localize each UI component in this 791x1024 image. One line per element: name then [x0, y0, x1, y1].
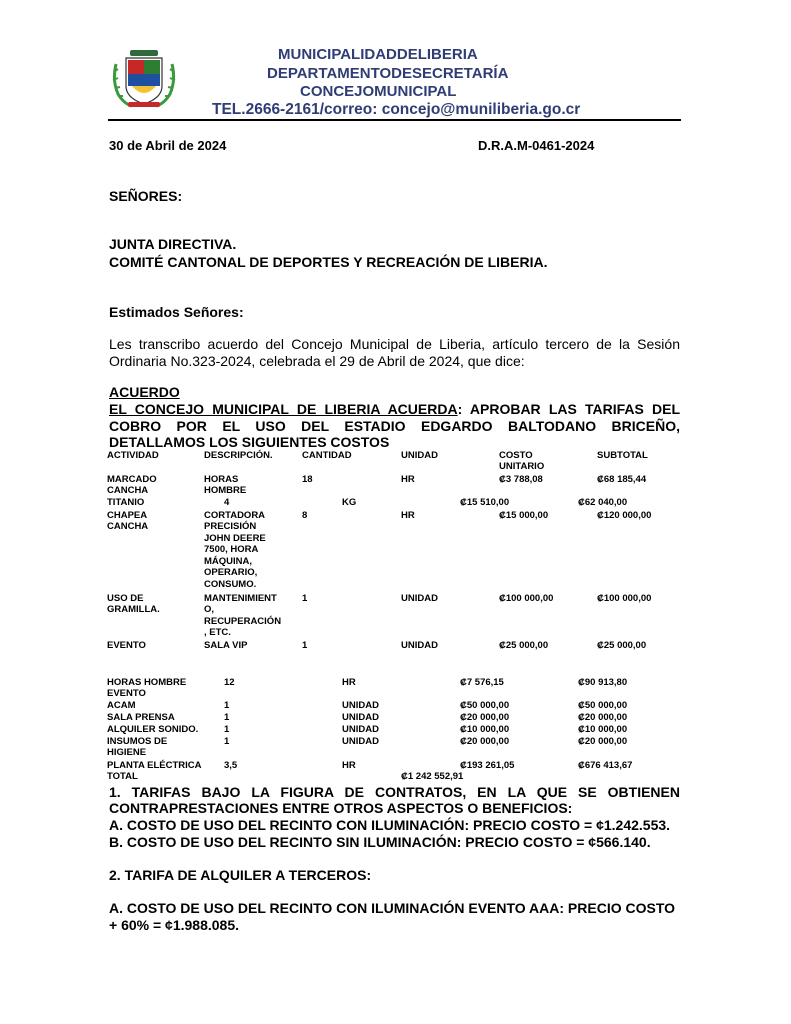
col-header-unidad: UNIDAD	[401, 450, 438, 461]
header-contact: TEL.2666-2161/correo: concejo@muniliberia.go.cr	[212, 101, 581, 118]
table-cell: CANCHA	[107, 485, 149, 496]
total-label: TOTAL	[107, 771, 138, 782]
table-cell: UNIDAD	[342, 700, 379, 711]
table-cell: HR	[401, 474, 415, 485]
table-cell: CANCHA	[107, 521, 149, 532]
col-header-unitario: UNITARIO	[499, 461, 545, 472]
agreement-line-3: DETALLAMOS LOS SIGUIENTES COSTOS	[109, 434, 390, 450]
table-cell: MANTENIMIENT	[204, 593, 277, 604]
table-cell: 1	[224, 724, 230, 735]
table-cell: ₡15 510,00	[460, 497, 510, 508]
intro-line-2: Ordinaria No.323-2024, celebrada el 29 de Abril de 2024, que dice:	[109, 353, 525, 369]
recipient-line-1: JUNTA DIRECTIVA.	[109, 236, 237, 252]
intro-line-1: Les transcribo acuerdo del Concejo Municipal de Liberia, artículo tercero de la Sesión	[109, 336, 680, 352]
header-institution: MUNICIPALIDADDELIBERIA	[278, 46, 478, 63]
table-cell: 3,5	[224, 760, 238, 771]
table-cell: HR	[401, 510, 415, 521]
col-header-actividad: ACTIVIDAD	[107, 450, 159, 461]
table-cell: ₡10 000,00	[578, 724, 628, 735]
table-cell: OPERARIO,	[204, 567, 258, 578]
table-cell: ₡676 413,67	[578, 760, 633, 771]
table-cell: 18	[302, 474, 313, 485]
table-cell: ₡10 000,00	[460, 724, 510, 735]
agreement-line-1-rest: : APROBAR LAS TARIFAS DEL	[457, 401, 680, 417]
table-cell: ₡25 000,00	[597, 640, 647, 651]
table-cell: 8	[302, 510, 308, 521]
table-cell: ₡193 261,05	[460, 760, 515, 771]
table-cell: ALQUILER SONIDO.	[107, 724, 199, 735]
table-cell: TITANIO	[107, 497, 145, 508]
agreement-heading: ACUERDO	[109, 384, 180, 400]
table-cell: PRECISIÓN	[204, 521, 257, 532]
table-cell: 1	[224, 712, 230, 723]
table-cell: HORAS	[204, 474, 239, 485]
header-council: CONCEJOMUNICIPAL	[300, 83, 457, 100]
table-cell: ₡90 913,80	[578, 677, 628, 688]
col-header-subtotal: SUBTOTAL	[597, 450, 648, 461]
document-date: 30 de Abril de 2024	[109, 138, 227, 153]
table-cell: 1	[302, 593, 308, 604]
table-cell: HORAS HOMBRE	[107, 677, 187, 688]
agreement-line-2: COBRO POR EL USO DEL ESTADIO EDGARDO BALTODANO BRICEÑO,	[109, 418, 680, 434]
document-reference: D.R.A.M-0461-2024	[478, 138, 595, 153]
table-cell: ₡20 000,00	[460, 736, 510, 747]
table-cell: ₡7 576,15	[460, 677, 504, 688]
table-cell: ₡50 000,00	[578, 700, 628, 711]
salutation: SEÑORES:	[109, 188, 183, 204]
table-cell: CHAPEA	[107, 510, 148, 521]
table-cell: ₡68 185,44	[597, 474, 647, 485]
table-cell: EVENTO	[107, 688, 146, 699]
table-cell: RECUPERACIÓN	[204, 616, 282, 627]
table-cell: UNIDAD	[342, 736, 379, 747]
table-cell: KG	[342, 497, 357, 508]
table-cell: ₡50 000,00	[460, 700, 510, 711]
table-cell: CONSUMO.	[204, 579, 257, 590]
header-department: DEPARTAMENTODESECRETARÍA	[267, 65, 509, 82]
table-cell: ₡3 788,08	[499, 474, 543, 485]
table-cell: 1	[302, 640, 308, 651]
table-cell: CORTADORA	[204, 510, 266, 521]
col-header-cantidad: CANTIDAD	[302, 450, 352, 461]
table-cell: HOMBRE	[204, 485, 247, 496]
header-rule	[108, 119, 681, 121]
recipient-line-2: COMITÉ CANTONAL DE DEPORTES Y RECREACIÓN DE LIBERIA.	[109, 254, 548, 270]
table-cell: EVENTO	[107, 640, 146, 651]
total-value: ₡1 242 552,91	[401, 771, 464, 782]
col-header-descripcion: DESCRIPCIÓN.	[204, 450, 273, 461]
tariff-2a-line-2: + 60% = ¢1.988.085.	[109, 917, 239, 933]
table-cell: UNIDAD	[401, 640, 438, 651]
table-cell: ₡20 000,00	[460, 712, 510, 723]
tariff-section-1-line-1: 1. TARIFAS BAJO LA FIGURA DE CONTRATOS, EN LA QUE SE OBTIENEN	[109, 784, 680, 800]
table-cell: GRAMILLA.	[107, 604, 160, 615]
table-cell: ₡100 000,00	[499, 593, 554, 604]
table-cell: USO DE	[107, 593, 144, 604]
table-cell: UNIDAD	[401, 593, 438, 604]
table-cell: ACAM	[107, 700, 136, 711]
table-cell: MÁQUINA,	[204, 556, 253, 567]
table-cell: ₡20 000,00	[578, 712, 628, 723]
table-cell: HIGIENE	[107, 747, 147, 758]
tariff-section-1-line-2: CONTRAPRESTACIONES ENTRE OTROS ASPECTOS O BENEFICIOS:	[109, 800, 573, 816]
table-cell: UNIDAD	[342, 724, 379, 735]
table-cell: MARCADO	[107, 474, 157, 485]
table-cell: JOHN DEERE	[204, 533, 266, 544]
table-cell: SALA PRENSA	[107, 712, 175, 723]
table-cell: 7500, HORA	[204, 544, 259, 555]
table-cell: INSUMOS DE	[107, 736, 168, 747]
table-cell: ₡25 000,00	[499, 640, 549, 651]
table-cell: HR	[342, 760, 356, 771]
municipal-logo	[110, 46, 178, 110]
table-cell: 4	[224, 497, 230, 508]
table-cell: ₡120 000,00	[597, 510, 652, 521]
tariff-1b: B. COSTO DE USO DEL RECINTO SIN ILUMINACIÓN: PRECIO COSTO = ¢566.140.	[109, 834, 651, 850]
table-cell: ₡20 000,00	[578, 736, 628, 747]
table-cell: PLANTA ELÉCTRICA	[107, 760, 202, 771]
table-cell: 1	[224, 700, 230, 711]
table-cell: ₡15 000,00	[499, 510, 549, 521]
table-cell: ₡62 040,00	[578, 497, 628, 508]
table-cell: HR	[342, 677, 356, 688]
table-cell: SALA VIP	[204, 640, 248, 651]
table-cell: , ETC.	[204, 627, 231, 638]
agreement-line-1-underlined: EL CONCEJO MUNICIPAL DE LIBERIA ACUERDA	[109, 401, 458, 417]
col-header-costo: COSTO	[499, 450, 533, 461]
table-cell: ₡100 000,00	[597, 593, 652, 604]
agreement-line-1	[109, 401, 680, 417]
tariff-2a-line-1: A. COSTO DE USO DEL RECINTO CON ILUMINACIÓN EVENTO AAA: PRECIO COSTO	[109, 900, 676, 916]
table-cell: 1	[224, 736, 230, 747]
table-cell: UNIDAD	[342, 712, 379, 723]
greeting: Estimados Señores:	[109, 304, 244, 320]
table-cell: O,	[204, 604, 215, 615]
tariff-section-2: 2. TARIFA DE ALQUILER A TERCEROS:	[109, 867, 372, 883]
table-cell: 12	[224, 677, 235, 688]
tariff-1a: A. COSTO DE USO DEL RECINTO CON ILUMINACIÓN: PRECIO COSTO = ¢1.242.553.	[109, 817, 671, 833]
